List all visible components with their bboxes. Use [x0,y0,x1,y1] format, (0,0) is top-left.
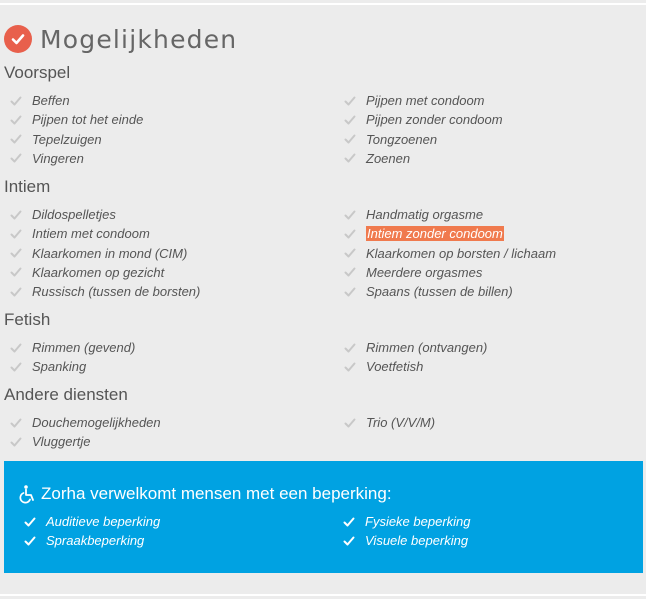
item-label: Pijpen tot het einde [32,112,144,128]
section-heading: Voorspel [4,63,71,82]
list-item [338,110,503,129]
item-label: Klaarkomen in mond (CIM) [32,245,188,261]
accessibility-title [17,484,392,504]
accessibility-item [343,512,471,531]
check-icon [10,209,22,221]
accessibility-item-label: Fysieke beperking [365,514,471,529]
check-icon [10,361,22,373]
list-item [4,110,143,129]
item-label: Voetfetish [366,359,424,375]
list-item [338,224,504,243]
check-icon [24,535,36,547]
item-label: Vingeren [32,150,84,166]
check-circle-icon [4,25,32,53]
list-item [338,130,437,149]
item-label: Tepelzuigen [32,131,102,147]
check-icon [344,114,356,126]
check-icon [344,133,356,145]
accessibility-title-text: Zorha verwelkomt mensen met een beperking: [41,484,392,503]
item-label: Spaans (tussen de billen) [366,284,513,300]
section-heading: Andere diensten [4,385,128,404]
list-item [4,413,161,432]
list-item [338,357,423,376]
item-label: Russisch (tussen de borsten) [32,284,201,300]
item-label: Tongzoenen [366,131,438,147]
check-icon [10,228,22,240]
list-item [4,357,86,376]
list-item [338,282,513,301]
check-icon [10,133,22,145]
check-icon [344,342,356,354]
list-item [338,205,483,224]
list-item [338,263,482,282]
list-item [4,244,187,263]
top-divider [0,3,646,5]
accessibility-item [24,531,144,550]
list-item [4,282,200,301]
accessibility-box [4,461,643,573]
check-icon [10,266,22,278]
list-item [4,130,102,149]
wheelchair-icon [17,484,37,504]
item-label: Dildospelletjes [32,207,116,222]
accessibility-item-label: Visuele beperking [365,533,469,548]
check-icon [10,114,22,126]
section-heading: Intiem [4,177,51,196]
list-item [338,338,487,357]
check-icon [10,95,22,107]
check-icon [344,228,356,240]
accessibility-item-label: Spraakbeperking [46,533,145,548]
check-icon [10,436,22,448]
list-item [4,432,91,451]
list-item [4,338,135,357]
title-text: Mogelijkheden [40,24,238,54]
item-label: Trio (V/V/M) [366,415,436,430]
check-icon [344,152,356,164]
list-item [338,149,410,168]
check-icon [344,209,356,221]
accessibility-item [24,512,160,531]
item-label: Pijpen zonder condoom [366,112,503,128]
check-icon [10,417,22,429]
check-icon [10,247,22,259]
check-icon [344,95,356,107]
item-label: Beffen [32,93,70,108]
check-icon [10,286,22,298]
item-label: Rimmen (ontvangen) [366,340,488,355]
list-item [4,149,84,168]
accessibility-item [343,531,468,550]
page-title [4,24,237,54]
check-icon [344,361,356,373]
list-item [4,263,164,282]
item-label: Spanking [32,359,87,375]
item-label: Klaarkomen op gezicht [32,264,165,280]
list-item [4,205,116,224]
item-label: Meerdere orgasmes [366,264,483,280]
check-icon [343,516,355,528]
list-item [4,91,70,110]
check-icon [10,342,22,354]
item-label: Intiem zonder condoom [367,226,503,242]
check-icon [344,417,356,429]
item-label: Vluggertje [32,434,91,450]
list-item [338,413,435,432]
item-label: Intiem met condoom [32,226,150,242]
check-icon [24,516,36,528]
check-icon [343,535,355,547]
list-item [338,244,556,263]
list-item [4,224,150,243]
item-label: Klaarkomen op borsten / lichaam [366,245,557,261]
accessibility-item-label: Auditieve beperking [46,514,161,529]
check-icon [10,152,22,164]
item-label: Handmatig orgasme [366,207,484,222]
item-label: Douchemogelijkheden [32,415,161,430]
check-icon [344,247,356,259]
item-label: Pijpen met condoom [366,93,485,108]
bottom-divider [0,594,646,596]
check-icon [344,266,356,278]
list-item [338,91,485,110]
item-label: Zoenen [366,150,411,166]
check-icon [344,286,356,298]
item-label: Rimmen (gevend) [32,340,136,355]
section-heading: Fetish [4,310,51,329]
